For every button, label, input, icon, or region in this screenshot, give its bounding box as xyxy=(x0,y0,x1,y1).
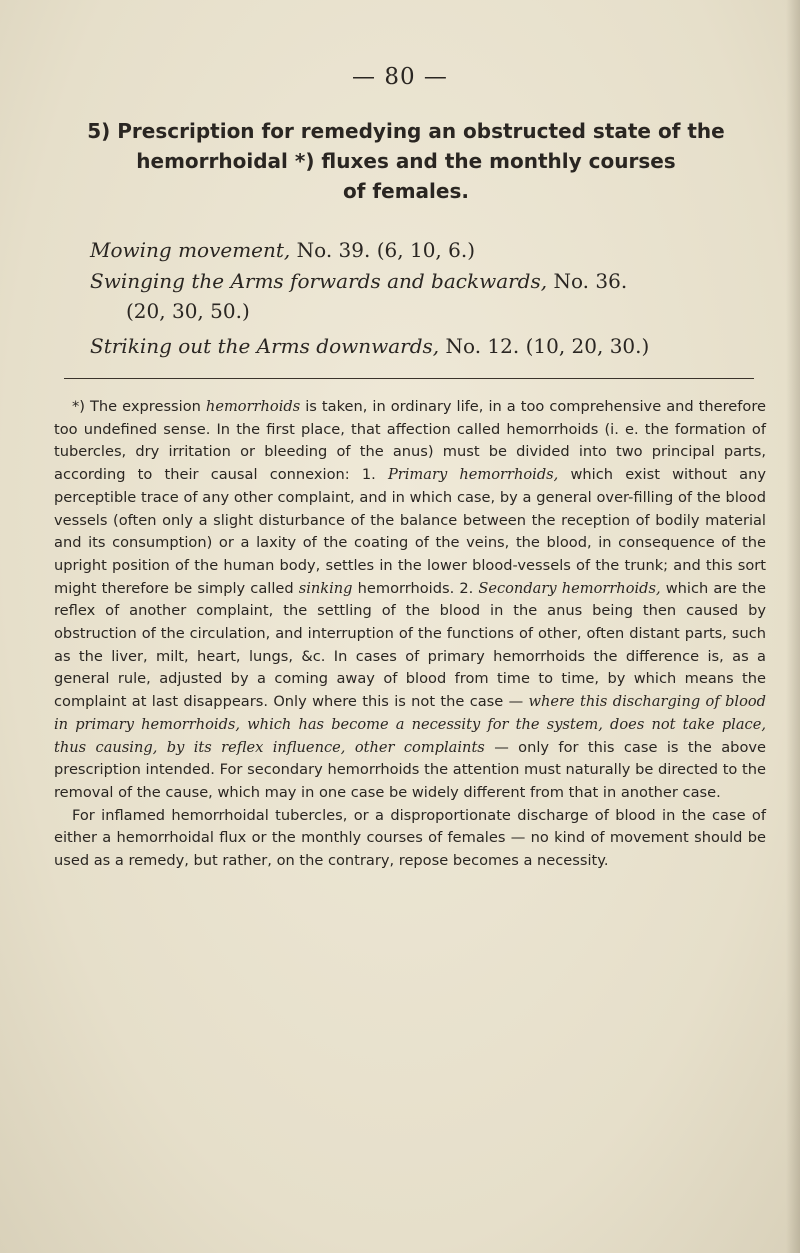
footnote xyxy=(54,396,766,873)
exercise-reference: No. 39. (6, 10, 6.) xyxy=(290,238,476,262)
exercise-line-continuation xyxy=(126,298,800,324)
footnote-paragraph: For inflamed hemorrhoidal tubercles, or a disproportionate discharge of blood in the case of either a hemorrhoidal flux or the monthly courses of females — no kind of movement should be used as a remedy, but rather, on the contrary, repose becomes a necessity. xyxy=(54,806,766,870)
footnote-text: is taken, in ordinary life, in a too comprehensive and therefore too undefined sense. In the first place, that affection called hemorrhoids (i. e. the formation of tubercles, dry irritation or bleeding of the anus) must be divided into two principal parts, according to their causal connexion: 1. xyxy=(54,398,766,484)
exercise-line xyxy=(90,237,790,263)
exercise-reference: (20, 30, 50.) xyxy=(126,299,250,323)
heading-line-2: hemorrhoidal *) fluxes and the monthly courses xyxy=(136,149,676,173)
footnote-text: *) The expression xyxy=(72,398,206,415)
footnote-text: — only for this case is the above prescription intended. For secondary hemorrhoids the attention must naturally be directed to the removal of the cause, which may in one case be widely different from that in another case. xyxy=(54,738,766,801)
footnote-divider xyxy=(64,378,754,379)
heading-line-1: 5) Prescription for remedying an obstructed state of the xyxy=(87,119,725,143)
footnote-emphasis: Secondary hemorrhoids, xyxy=(478,579,661,597)
footnote-emphasis: hemorrhoids xyxy=(205,398,301,415)
page-number: — 80 — xyxy=(352,64,448,90)
exercise-line xyxy=(90,333,790,359)
exercise-name: Swinging the Arms forwards and backwards, xyxy=(90,269,548,293)
section-heading xyxy=(36,116,776,206)
page-edge-shadow xyxy=(786,0,800,1253)
footnote-text: which are the reflex of another complaint, the settling of the blood in the anus being then caused by obstruction of the circulation, and interruption of the functions of other, often distant parts, such as the liver, milt, heart, lungs, &c. In cases of primary hemorrhoids the difference is, as a general rule, adjusted by a coming away of blood from time to time, by which means the complaint at last disappears. Only where this is not the case — xyxy=(54,579,766,711)
exercise-reference: No. 36. xyxy=(547,269,628,293)
exercise-name: Striking out the Arms downwards, xyxy=(90,334,440,358)
footnote-text: hemorrhoids. 2. xyxy=(352,579,479,597)
exercise-name: Mowing movement, xyxy=(90,238,291,262)
footnote-paragraph xyxy=(54,396,766,805)
footnote-emphasis: Primary hemorrhoids, xyxy=(387,466,559,484)
footnote-emphasis: sinking xyxy=(298,579,353,597)
exercise-reference: No. 12. (10, 20, 30.) xyxy=(439,334,650,358)
footnote-text: which exist without any perceptible trace of any other complaint, and in which case, by a general over-filling of the blood vessels (often only a slight disturbance of the balance between the reception of bodily material and its consumption) or a laxity of the coating of the veins, the blood, in consequence of the upright position of the human body, settles in the lower blood-vessels of the trunk; and this sort might therefore be simply called xyxy=(54,466,766,597)
heading-line-3: of females. xyxy=(343,179,469,203)
footnote-emphasis: where this discharging of blood in primary hemorrhoids, which has become a necessity for the system, does not take place, thus causing, by its reflex influence, other complaints xyxy=(54,693,766,756)
exercise-line xyxy=(90,268,790,294)
